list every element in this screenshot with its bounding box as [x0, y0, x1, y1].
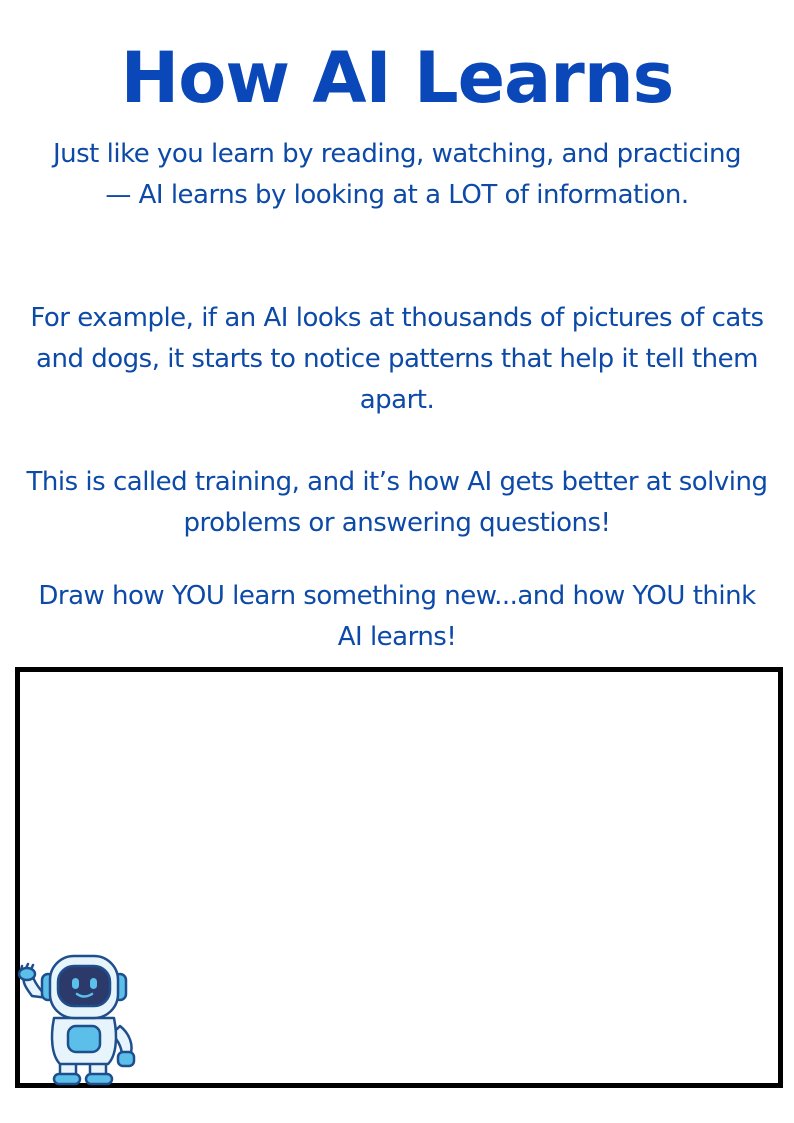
example-paragraph: For example, if an AI looks at thousands of pictures of cats and dogs, it starts to notice patterns that help it tell them apart. — [30, 303, 764, 415]
robot-mascot-icon — [14, 948, 154, 1088]
training-paragraph: This is called training, and it’s how AI gets better at solving problems or answering questions! — [26, 467, 768, 538]
drawing-prompt: Draw how YOU learn something new...and how YOU think AI learns! — [38, 581, 756, 652]
intro-paragraph: Just like you learn by reading, watching, and practicing — AI learns by looking at a LOT of information. — [52, 139, 741, 210]
page-title: How AI Learns — [120, 37, 674, 119]
